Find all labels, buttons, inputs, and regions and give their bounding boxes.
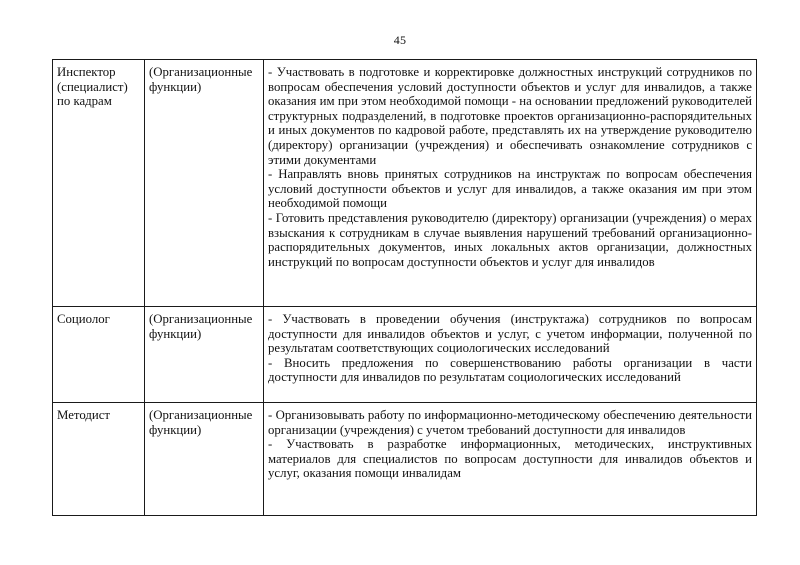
responsibilities-table xyxy=(52,59,757,516)
duties-cell xyxy=(264,403,757,516)
duty-item: - Организовывать работу по информационно-методическому обеспечению деятельности организации (учреждения) с учетом требований доступности для инвалидов xyxy=(268,408,752,437)
table-row xyxy=(53,307,757,403)
duty-item: - Направлять вновь принятых сотрудников на инструктаж по вопросам обеспечения условий доступности объектов и услуг для инвалидов, а также оказания им при этом необходимой помощи xyxy=(268,167,752,211)
position-name: Инспектор (специалист) по кадрам xyxy=(57,65,128,109)
duty-item: - Участвовать в проведении обучения (инструктажа) сотрудников по вопросам доступности для инвалидов объектов и услуг, с учетом информации, полученной по результатам соответствующих социологических исследований xyxy=(268,312,752,356)
duty-item: - Вносить предложения по совершенствованию работы организации в части доступности для инвалидов по результатам социологических исследований xyxy=(268,355,752,385)
duty-item: - Участвовать в подготовке и корректировке должностных инструкций сотрудников по вопросам обеспечения условий доступности объектов и услуг для инвалидов, а также оказания им при этом необходимой помощи - на основании предложений руководителей структурных подразделений, в подготовке проектов организационно-распорядительных и иных документов по кадровой работе, представлять их на утверждение руководителю (директору) организации (учреждения) и обеспечивать ознакомление сотрудников с этими документами xyxy=(268,65,752,167)
function-type: (Организационные функции) xyxy=(149,408,253,437)
position-name: Методист xyxy=(57,408,110,422)
duties-cell xyxy=(264,60,757,307)
position-cell xyxy=(53,307,145,403)
position-cell xyxy=(53,403,145,516)
function-type-cell xyxy=(145,403,264,516)
function-type-cell xyxy=(145,307,264,403)
function-type-cell xyxy=(145,60,264,307)
duty-item: - Готовить представления руководителю (директору) организации (учреждения) о мерах взыскания к сотрудникам в случае выявления нарушений требований организационно-распорядительных документов, иных локальных актов организации, должностных инструкций по вопросам доступности объектов и услуг для инвалидов xyxy=(268,210,752,269)
duty-item: - Участвовать в разработке информационных, методических, инструктивных материалов для специалистов по вопросам доступности для инвалидов объектов и услуг, оказания помощи инвалидам xyxy=(268,437,752,481)
function-type: (Организационные функции) xyxy=(149,312,253,341)
page-number: 45 xyxy=(393,33,407,47)
function-type: (Организационные функции) xyxy=(149,65,253,94)
table-row xyxy=(53,403,757,516)
duties-cell xyxy=(264,307,757,403)
table-row xyxy=(53,60,757,307)
position-cell xyxy=(53,60,145,307)
position-name: Социолог xyxy=(57,312,110,326)
